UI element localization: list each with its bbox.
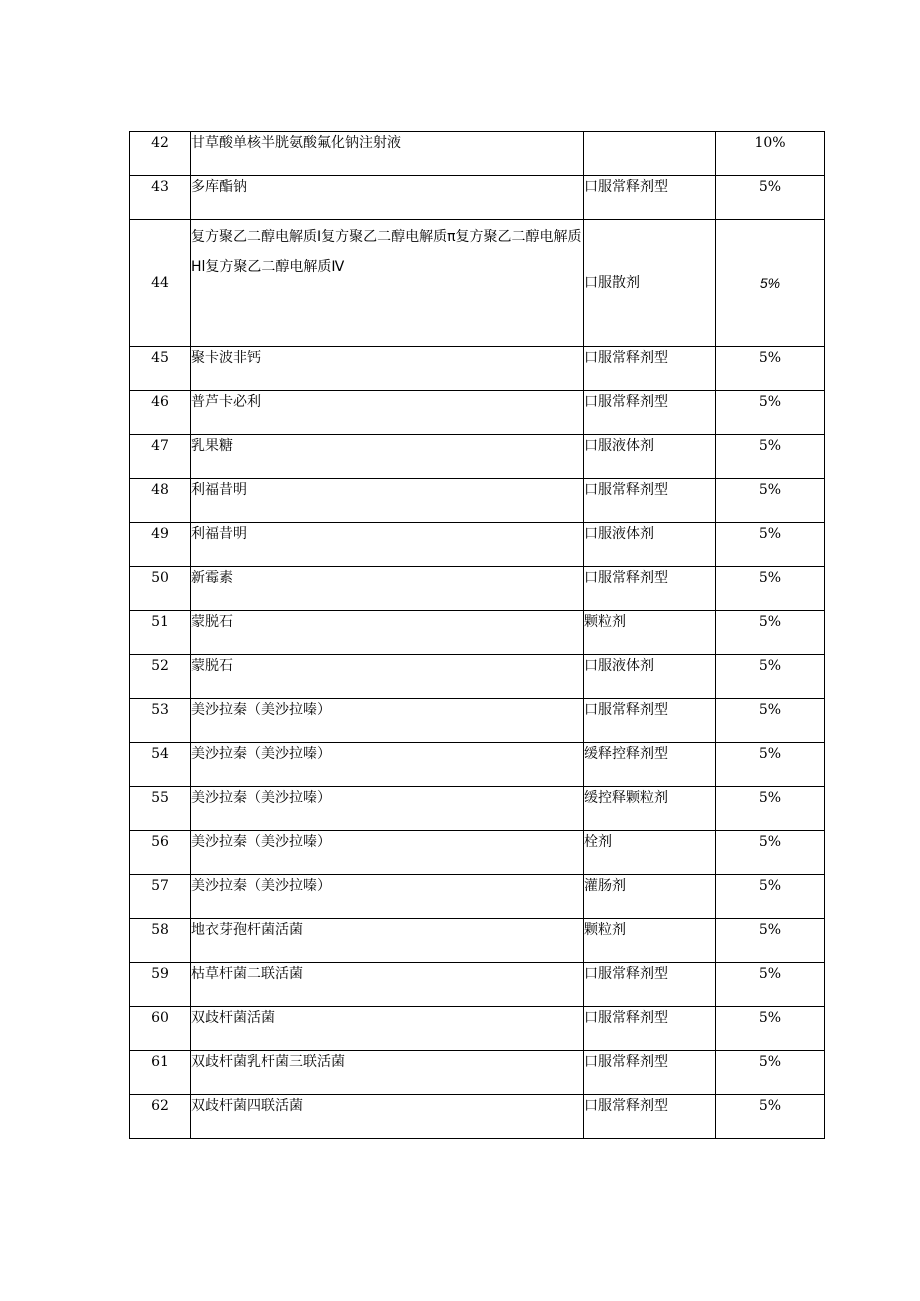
table-row — [130, 875, 825, 919]
dosage-form: 口服液体剂 — [584, 655, 716, 699]
payment-ratio: 5% — [716, 963, 825, 1007]
table-body — [130, 132, 825, 1139]
drug-name: 美沙拉秦（美沙拉嗪） — [191, 875, 584, 919]
dosage-form: 口服常释剂型 — [584, 391, 716, 435]
row-number: 58 — [130, 919, 191, 963]
payment-ratio: 5% — [716, 220, 825, 347]
table-row — [130, 787, 825, 831]
dosage-form: 栓剂 — [584, 831, 716, 875]
payment-ratio: 5% — [716, 1051, 825, 1095]
drug-name: 利福昔明 — [191, 523, 584, 567]
drug-name: 美沙拉秦（美沙拉嗪） — [191, 831, 584, 875]
payment-ratio: 5% — [716, 919, 825, 963]
row-number: 48 — [130, 479, 191, 523]
dosage-form: 灌肠剂 — [584, 875, 716, 919]
table-row — [130, 963, 825, 1007]
drug-table — [129, 131, 825, 1139]
table-row — [130, 347, 825, 391]
dosage-form: 口服液体剂 — [584, 523, 716, 567]
payment-ratio: 5% — [716, 787, 825, 831]
row-number: 42 — [130, 132, 191, 176]
payment-ratio: 5% — [716, 831, 825, 875]
payment-ratio: 5% — [716, 176, 825, 220]
table-row — [130, 523, 825, 567]
table-row — [130, 655, 825, 699]
drug-name: 利福昔明 — [191, 479, 584, 523]
drug-name: 美沙拉秦（美沙拉嗪） — [191, 787, 584, 831]
drug-name: 多库酯钠 — [191, 176, 584, 220]
row-number: 59 — [130, 963, 191, 1007]
dosage-form: 口服液体剂 — [584, 435, 716, 479]
drug-name: 蒙脱石 — [191, 611, 584, 655]
table-row — [130, 1051, 825, 1095]
table-row — [130, 220, 825, 347]
row-number: 55 — [130, 787, 191, 831]
row-number: 56 — [130, 831, 191, 875]
row-number: 47 — [130, 435, 191, 479]
payment-ratio: 5% — [716, 435, 825, 479]
row-number: 50 — [130, 567, 191, 611]
table-row — [130, 1007, 825, 1051]
dosage-form: 口服常释剂型 — [584, 1007, 716, 1051]
row-number: 57 — [130, 875, 191, 919]
drug-name: 新霉素 — [191, 567, 584, 611]
row-number: 52 — [130, 655, 191, 699]
dosage-form: 口服散剂 — [584, 220, 716, 347]
payment-ratio: 5% — [716, 1007, 825, 1051]
payment-ratio: 5% — [716, 347, 825, 391]
dosage-form: 缓释控释剂型 — [584, 743, 716, 787]
payment-ratio: 5% — [716, 875, 825, 919]
table-row — [130, 1095, 825, 1139]
drug-name: 双歧杆菌活菌 — [191, 1007, 584, 1051]
dosage-form — [584, 132, 716, 176]
table-row — [130, 919, 825, 963]
drug-name: 双歧杆菌四联活菌 — [191, 1095, 584, 1139]
row-number: 53 — [130, 699, 191, 743]
row-number: 61 — [130, 1051, 191, 1095]
row-number: 43 — [130, 176, 191, 220]
drug-name: 蒙脱石 — [191, 655, 584, 699]
dosage-form: 口服常释剂型 — [584, 347, 716, 391]
payment-ratio: 5% — [716, 479, 825, 523]
drug-name: 乳果糖 — [191, 435, 584, 479]
payment-ratio: 10% — [716, 132, 825, 176]
drug-name: 地衣芽孢杆菌活菌 — [191, 919, 584, 963]
payment-ratio: 5% — [716, 655, 825, 699]
dosage-form: 缓控释颗粒剂 — [584, 787, 716, 831]
dosage-form: 口服常释剂型 — [584, 963, 716, 1007]
table-row — [130, 611, 825, 655]
payment-ratio: 5% — [716, 391, 825, 435]
table-row — [130, 435, 825, 479]
drug-name: 美沙拉秦（美沙拉嗪） — [191, 743, 584, 787]
table-row — [130, 479, 825, 523]
payment-ratio: 5% — [716, 743, 825, 787]
payment-ratio: 5% — [716, 523, 825, 567]
payment-ratio: 5% — [716, 699, 825, 743]
row-number: 60 — [130, 1007, 191, 1051]
payment-ratio: 5% — [716, 611, 825, 655]
table-row — [130, 176, 825, 220]
table-row — [130, 132, 825, 176]
drug-name: 甘草酸单核半胱氨酸氟化钠注射液 — [191, 132, 584, 176]
row-number: 49 — [130, 523, 191, 567]
table-row — [130, 831, 825, 875]
dosage-form: 颗粒剂 — [584, 611, 716, 655]
drug-name: 普芦卡必利 — [191, 391, 584, 435]
payment-ratio: 5% — [716, 567, 825, 611]
dosage-form: 口服常释剂型 — [584, 567, 716, 611]
drug-name: 复方聚乙二醇电解质Ⅰ复方聚乙二醇电解质π复方聚乙二醇电解质Hl复方聚乙二醇电解质Ⅳ — [191, 220, 584, 347]
dosage-form: 口服常释剂型 — [584, 699, 716, 743]
table-row — [130, 699, 825, 743]
row-number: 45 — [130, 347, 191, 391]
dosage-form: 口服常释剂型 — [584, 1095, 716, 1139]
dosage-form: 口服常释剂型 — [584, 176, 716, 220]
table-row — [130, 743, 825, 787]
row-number: 62 — [130, 1095, 191, 1139]
dosage-form: 口服常释剂型 — [584, 1051, 716, 1095]
payment-ratio: 5% — [716, 1095, 825, 1139]
row-number: 54 — [130, 743, 191, 787]
row-number: 44 — [130, 220, 191, 347]
drug-name: 聚卡波非钙 — [191, 347, 584, 391]
row-number: 51 — [130, 611, 191, 655]
row-number: 46 — [130, 391, 191, 435]
dosage-form: 颗粒剂 — [584, 919, 716, 963]
dosage-form: 口服常释剂型 — [584, 479, 716, 523]
table-row — [130, 391, 825, 435]
drug-name: 双歧杆菌乳杆菌三联活菌 — [191, 1051, 584, 1095]
table-row — [130, 567, 825, 611]
drug-name: 美沙拉秦（美沙拉嗪） — [191, 699, 584, 743]
drug-name: 枯草杆菌二联活菌 — [191, 963, 584, 1007]
